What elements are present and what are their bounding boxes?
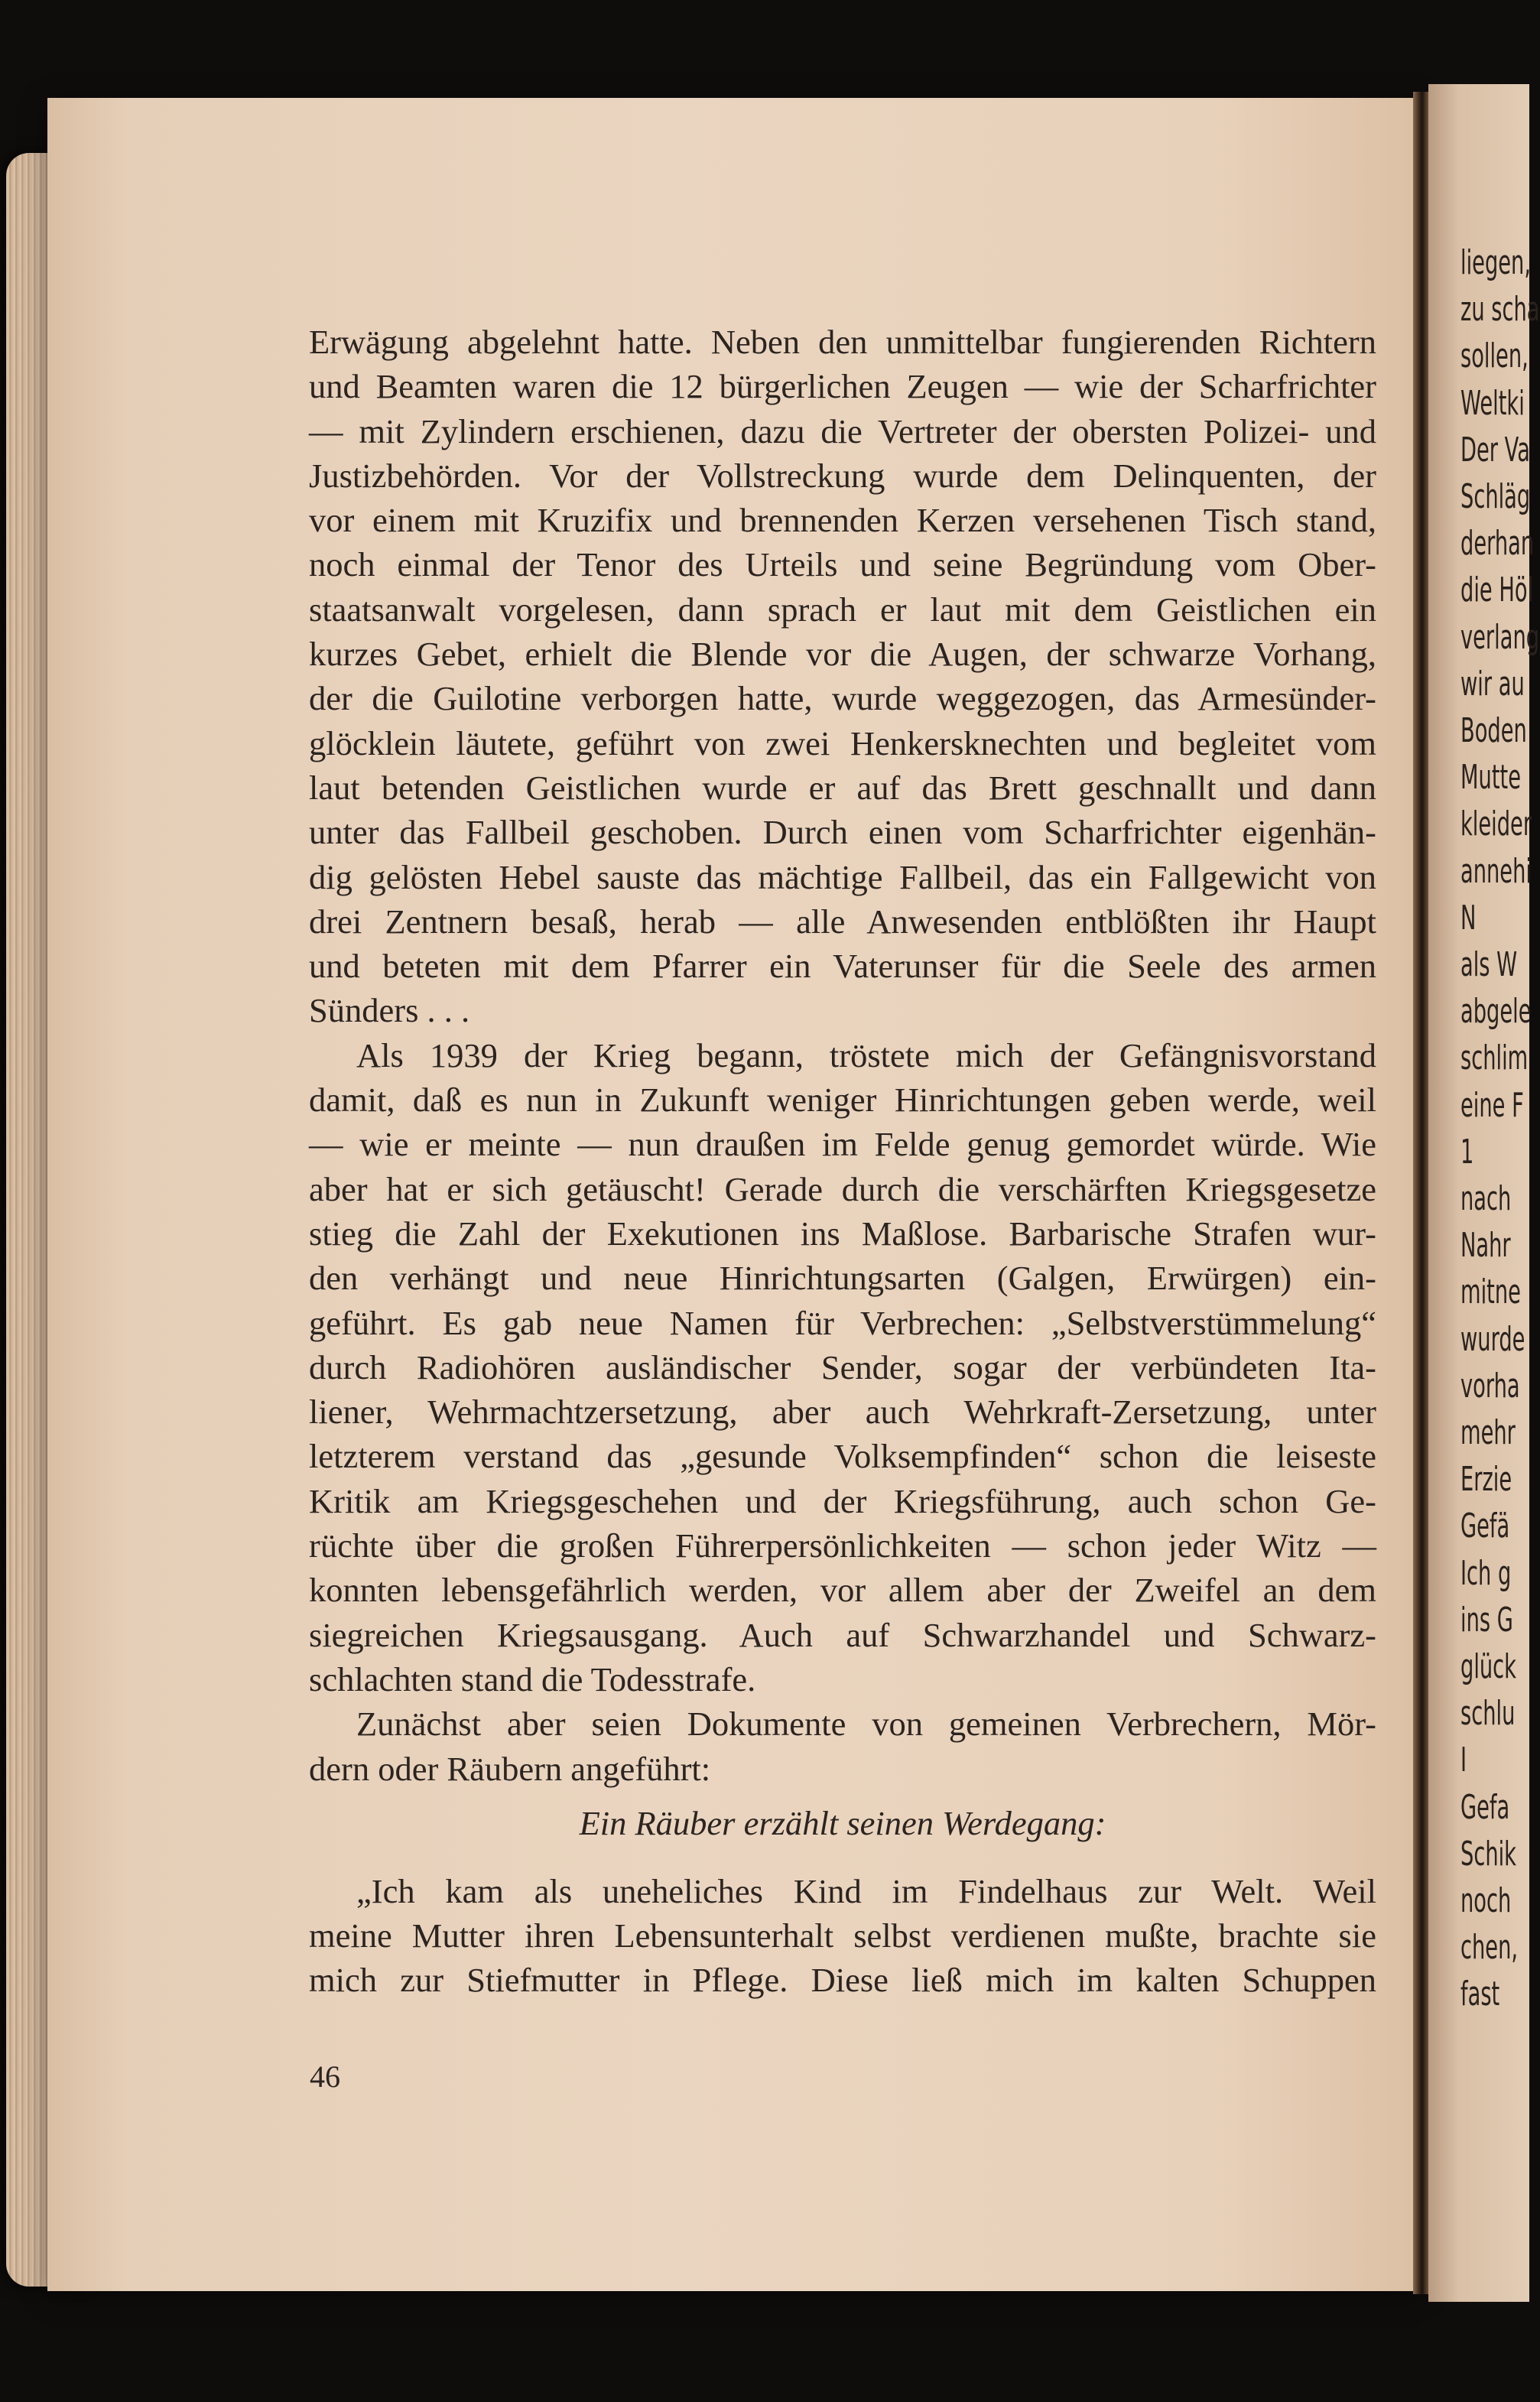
text-line: — wie er meinte — nun draußen im Felde genug gemordet würde. Wie [309, 1125, 1376, 1164]
text-line: dig gelösten Hebel sauste das mächtige Fallbeil, das ein Fallgewicht von [309, 857, 1376, 896]
text-line: durch Radiohören ausländischer Sender, sogar der verbündeten Ita- [309, 1347, 1376, 1386]
facing-page-fragment: sollen, [1460, 336, 1529, 376]
facing-page-fragment: wurde [1460, 1319, 1525, 1359]
facing-page-fragment: Weltki [1460, 383, 1525, 423]
text-line: letzterem verstand das „gesunde Volksempfinden“ schon die leiseste [309, 1437, 1376, 1476]
facing-page-fragment: Schläg [1460, 477, 1531, 516]
text-line: dern oder Räubern angeführt: [309, 1749, 711, 1788]
facing-page-fragment: Gefä [1460, 1507, 1510, 1546]
text-line: staatsanwalt vorgelesen, dann sprach er laut mit dem Geistlichen ein [309, 590, 1376, 629]
facing-page-fragment: ins G [1460, 1600, 1513, 1640]
text-line: und beteten mit dem Pfarrer ein Vaterunser für die Seele des armen [309, 947, 1376, 986]
facing-page-fragment: Mutte [1460, 758, 1522, 798]
facing-page-fragment: als W [1460, 945, 1518, 984]
facing-page-fragment: 1 [1460, 1132, 1474, 1172]
facing-page-fragment: glück [1460, 1647, 1516, 1686]
text-line: stieg die Zahl der Exekutionen ins Maßlose. Barbarische Strafen wur- [309, 1214, 1376, 1253]
facing-page-fragment: mehr [1460, 1413, 1516, 1452]
facing-page-fragment: verlang [1460, 617, 1540, 657]
facing-page-fragment: Schik [1460, 1834, 1516, 1874]
facing-page-fragment: chen, [1460, 1928, 1519, 1968]
quote-line: meine Mutter ihren Lebensunterhalt selbst verdienen mußte, brachte sie [309, 1916, 1376, 1955]
facing-page-fragment: schlu [1460, 1694, 1516, 1734]
facing-page-fragment: wir au [1460, 664, 1525, 704]
text-line: schlachten stand die Todesstrafe. [309, 1659, 756, 1698]
page-text [309, 320, 1376, 2003]
facing-page-fragment: nach [1460, 1179, 1512, 1218]
facing-page-fragment: N [1460, 898, 1477, 938]
text-line: Kritik am Kriegsgeschehen und der Kriegsführung, auch schon Ge- [309, 1481, 1376, 1520]
text-line: — mit Zylindern erschienen, dazu die Vertreter der obersten Polizei- und [309, 411, 1376, 450]
facing-page-fragment: Der Va [1460, 430, 1530, 470]
text-line: geführt. Es gab neue Namen für Verbrechen: „Selbstverstümmelung“ [309, 1303, 1376, 1342]
facing-page-fragment: die Höl [1460, 570, 1534, 610]
page-number: 46 [310, 2059, 340, 2094]
text-line: rüchte über die großen Führerpersönlichkeiten — schon jeder Witz — [309, 1526, 1376, 1565]
text-line: und Beamten waren die 12 bürgerlichen Zeugen — wie der Scharfrichter [309, 367, 1376, 406]
text-line: vor einem mit Kruzifix und brennenden Kerzen versehenen Tisch stand, [309, 501, 1376, 540]
text-line: den verhängt und neue Hinrichtungsarten (Galgen, Erwürgen) ein- [309, 1259, 1376, 1298]
facing-page-fragment: abgele [1460, 992, 1532, 1032]
facing-page-fragment: schlim [1460, 1038, 1529, 1078]
text-line: drei Zentnern besaß, herab — alle Anwesenden entblößten ihr Haupt [309, 902, 1376, 941]
text-line: Erwägung abgelehnt hatte. Neben den unmittelbar fungierenden Richtern [309, 323, 1376, 361]
facing-page-fragment: annehi [1460, 851, 1532, 891]
facing-page-fragment: Erzie [1460, 1460, 1512, 1500]
facing-page-fragment: noch [1460, 1881, 1512, 1920]
facing-page-fragment: mitne [1460, 1273, 1521, 1312]
facing-page-fragment: liegen, [1460, 243, 1532, 282]
quote-line: mich zur Stiefmutter in Pflege. Diese ließ mich im kalten Schuppen [309, 1961, 1376, 2000]
text-line: kurzes Gebet, erhielt die Blende vor die Augen, der schwarze Vorhang, [309, 635, 1376, 674]
text-line: noch einmal der Tenor des Urteils und seine Begründung vom Ober- [309, 545, 1376, 584]
text-line: aber hat er sich getäuscht! Gerade durch die verschärften Kriegsgesetze [309, 1169, 1376, 1208]
text-line: laut betenden Geistlichen wurde er auf das Brett geschnallt und dann [309, 768, 1376, 807]
quote-line: „Ich kam als uneheliches Kind im Findelhaus zur Welt. Weil [356, 1871, 1376, 1910]
facing-page-fragment: Nahr [1460, 1226, 1511, 1266]
facing-page-fragment: Boden [1460, 711, 1527, 750]
facing-page-fragment: Gefa [1460, 1787, 1510, 1827]
text-line: glöcklein läutete, geführt von zwei Henkersknechten und begleitet vom [309, 723, 1376, 762]
text-line: damit, daß es nun in Zukunft weniger Hinrichtungen geben werde, weil [309, 1081, 1376, 1120]
text-line: liener, Wehrmachtzersetzung, aber auch Wehrkraft-Zersetzung, unter [309, 1393, 1376, 1432]
text-line: Zunächst aber seien Dokumente von gemeinen Verbrechern, Mör- [356, 1705, 1376, 1744]
facing-page-fragment: eine F [1460, 1085, 1524, 1125]
text-line: Justizbehörden. Vor der Vollstreckung wurde dem Delinquenten, der [309, 456, 1376, 495]
facing-page-fragment: fast [1460, 1975, 1500, 2014]
text-line: unter das Fallbeil geschoben. Durch einen vom Scharfrichter eigenhän- [309, 813, 1376, 852]
facing-page [1428, 84, 1540, 2302]
text-line: Sünders . . . [309, 991, 470, 1030]
text-line: Als 1939 der Krieg begann, tröstete mich der Gefängnisvorstand [356, 1035, 1376, 1074]
facing-page-fragment: zu scha [1460, 290, 1540, 330]
facing-page-fragment: vorha [1460, 1366, 1520, 1406]
book-gutter [1413, 92, 1428, 2294]
facing-page-fragment: I [1460, 1741, 1467, 1780]
text-line: konnten lebensgefährlich werden, vor allem aber der Zweifel an dem [309, 1571, 1376, 1610]
facing-page-fragment: derhan [1460, 524, 1535, 564]
facing-page-fragment: kleider [1460, 804, 1532, 844]
text-line: siegreichen Kriegsausgang. Auch auf Schwarzhandel und Schwarz- [309, 1615, 1376, 1654]
section-heading: Ein Räuber erzählt seinen Werdegang: [579, 1803, 1106, 1842]
text-line: der die Guilotine verborgen hatte, wurde weggezogen, das Armesünder- [309, 679, 1376, 718]
facing-page-fragment: Ich g [1460, 1553, 1512, 1593]
